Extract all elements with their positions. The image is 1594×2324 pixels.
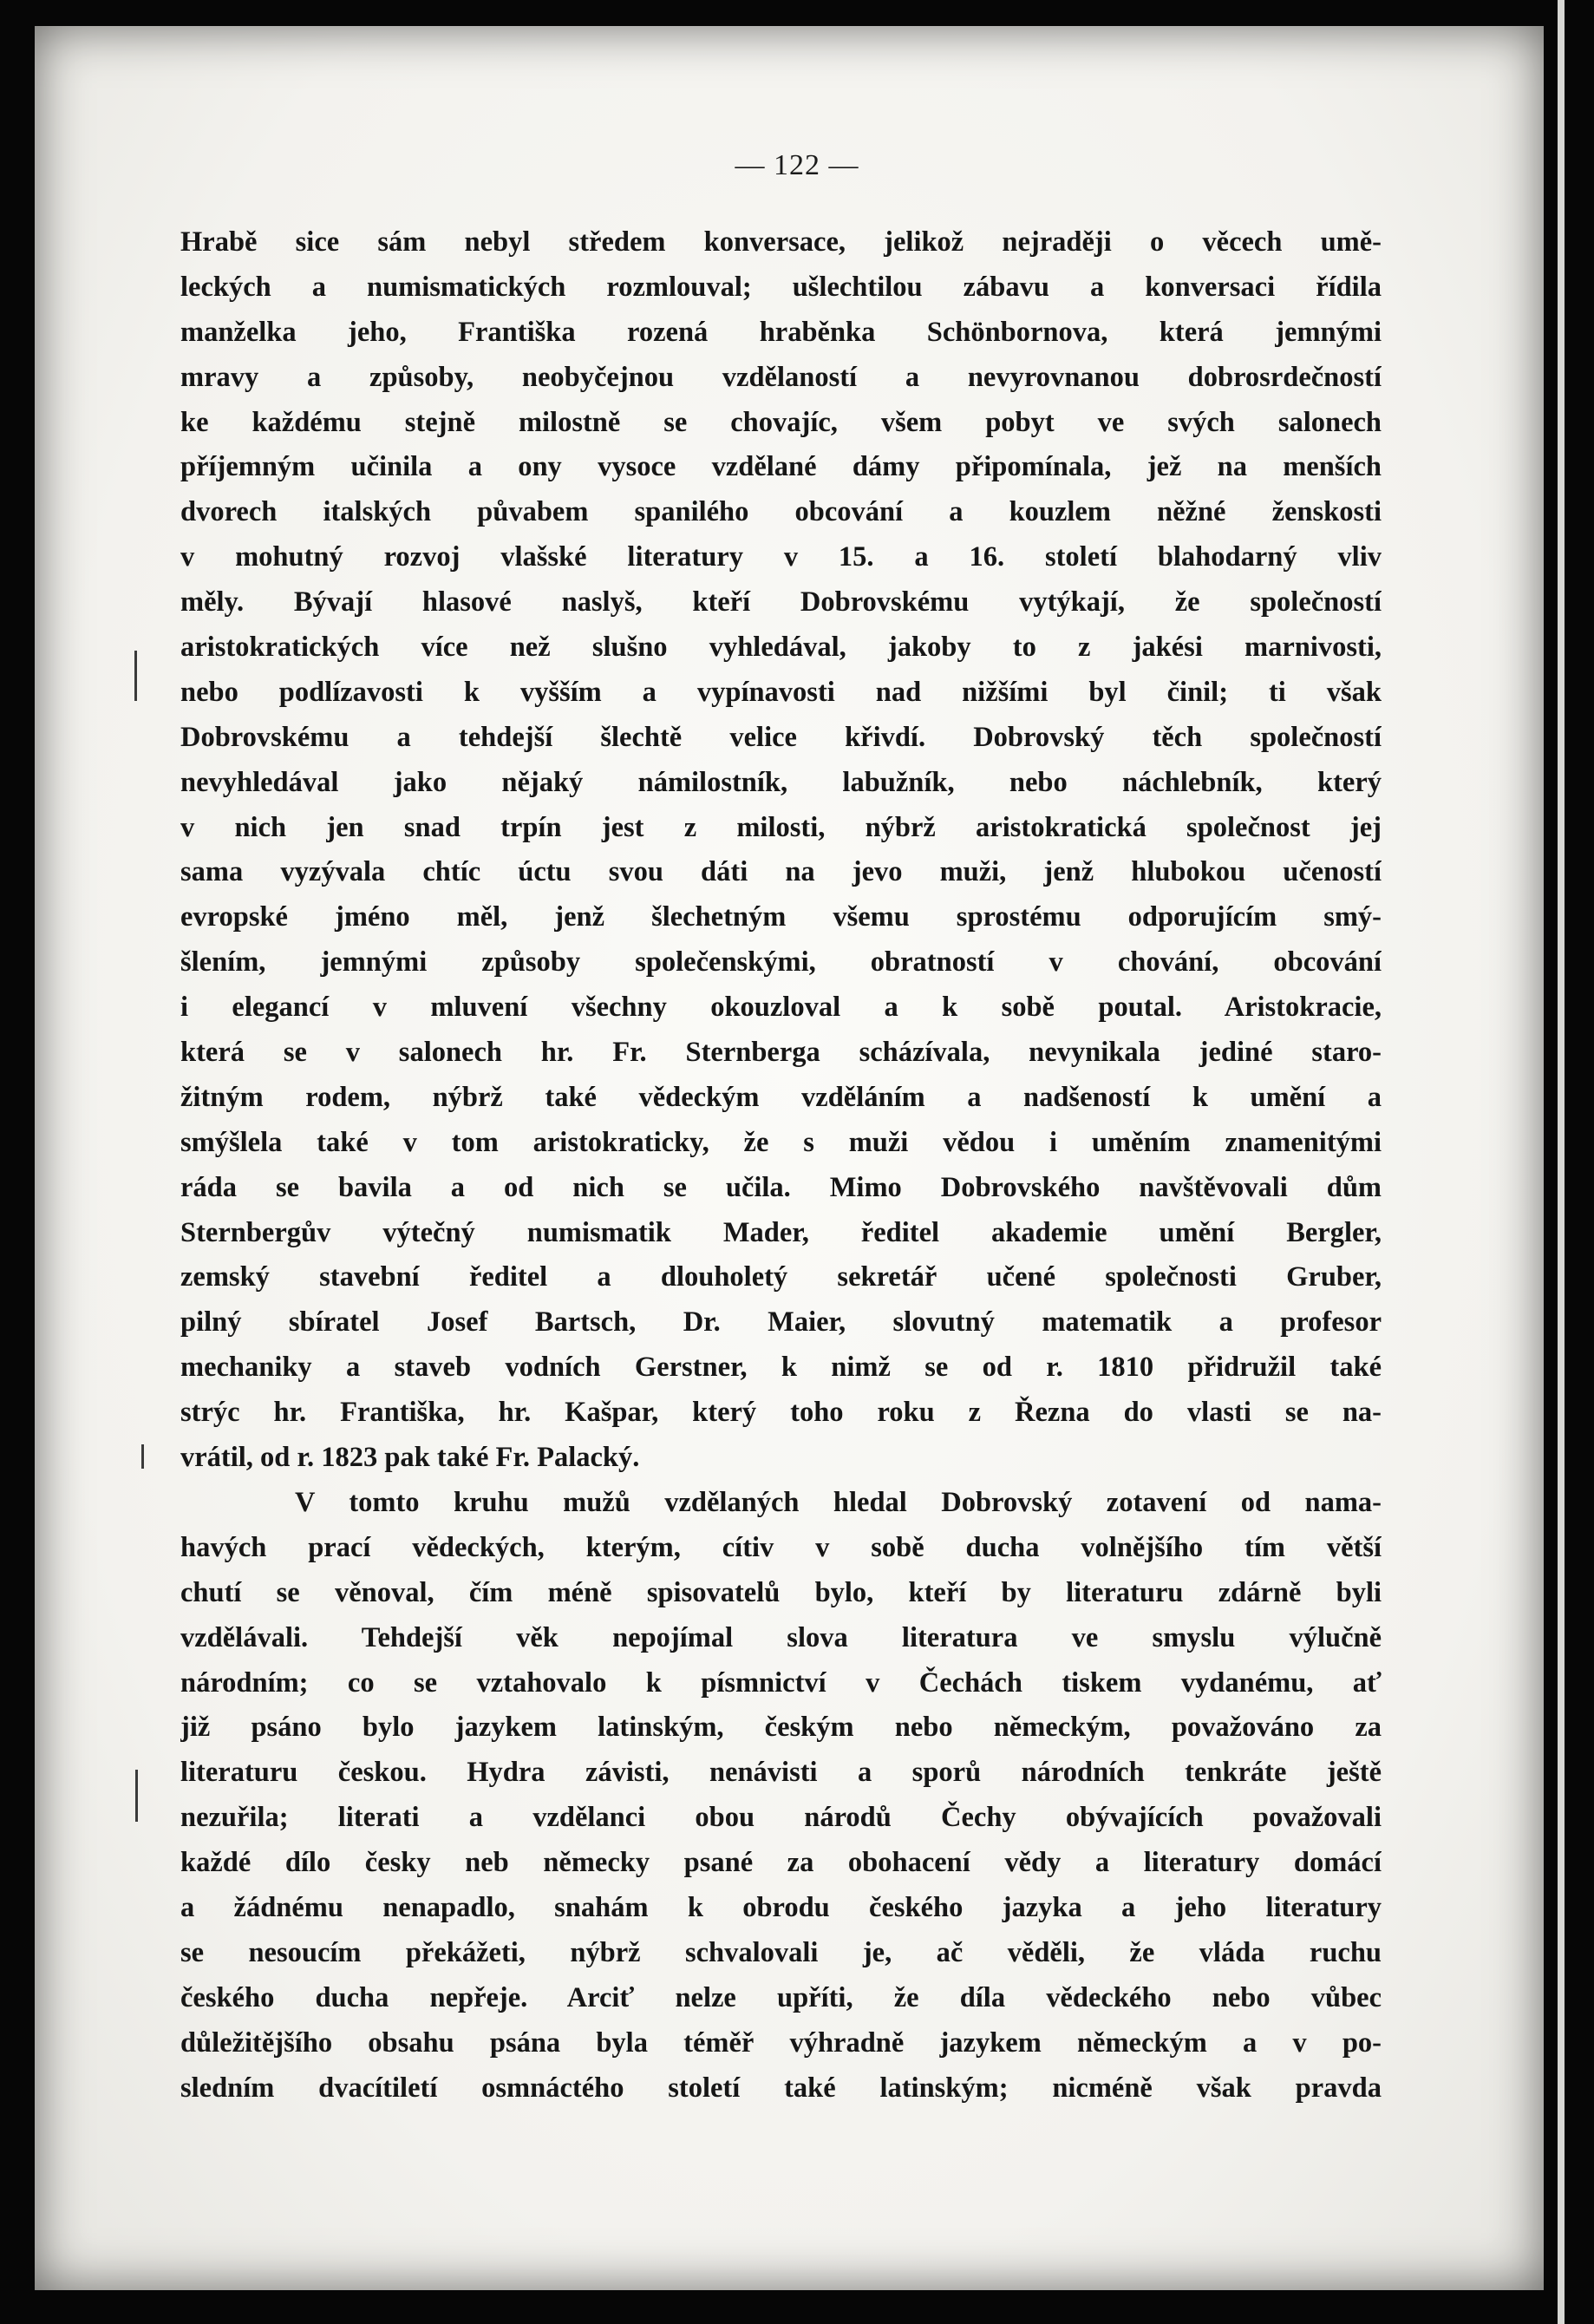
text-line: každé dílo česky neb německy psané za obohacení vědy a literatury domácí xyxy=(180,1847,1382,1879)
text-line: která se v salonech hr. Fr. Sternberga scházívala, nevynikala jediné staro- xyxy=(180,1037,1382,1069)
text-line: chutí se věnoval, čím méně spisovatelů bylo, kteří by literaturu zdárně byli xyxy=(180,1576,1382,1608)
text-line: šlením, jemnými způsoby společenskými, obratností v chování, obcování xyxy=(180,946,1382,979)
text-line: havých prací vědeckých, kterým, cítiv v sobě ducha volnějšího tím větší xyxy=(180,1531,1382,1563)
text-line: národním; co se vztahovalo k písmnictví v Čechách tiskem vydanému, ať xyxy=(180,1666,1382,1699)
page-number: — 122 — xyxy=(735,149,859,181)
text-line: důležitějšího obsahu psána byla téměř výhradně jazykem německým a v po- xyxy=(180,2026,1382,2059)
text-line: žitným rodem, nýbrž také vědeckým vzděláním a nadšeností k umění a xyxy=(180,1081,1382,1113)
text-line: se nesoucím překážeti, nýbrž schvalovali je, ač věděli, že vláda ruchu xyxy=(180,1936,1382,1968)
text-line: mechaniky a staveb vodních Gerstner, k nimž se od r. 1810 přidružil také xyxy=(180,1352,1382,1384)
text-line: českého ducha nepřeje. Arciť nelze upříti, že díla vědeckého nebo vůbec xyxy=(180,1981,1382,2013)
text-line: a žádnému nenapadlo, snahám k obrodu českého jazyka a jeho literatury xyxy=(180,1891,1382,1923)
text-line: nezuřila; literati a vzdělanci obou národů Čechy obývajících považovali xyxy=(180,1802,1382,1834)
text-line: strýc hr. Františka, hr. Kašpar, který toho roku z Řezna do vlasti se na- xyxy=(180,1397,1382,1429)
text-line: Dobrovskému a tehdejší šlechtě velice křivdí. Dobrovský těch společností xyxy=(180,721,1382,753)
text-line: i elegancí v mluvení všechny okouzloval a k sobě poutal. Aristokracie, xyxy=(180,992,1382,1024)
text-line: v mohutný rozvoj vlašské literatury v 15. a 16. století blahodarný vliv xyxy=(180,541,1382,573)
text-line: leckých a numismatických rozmlouval; ušlechtilou zábavu a konversaci řídila xyxy=(180,271,1382,303)
text-line: již psáno bylo jazykem latinským, českým nebo německým, považováno za xyxy=(180,1712,1382,1744)
text-line: smýšlela také v tom aristokraticky, že s muži vědou i uměním znamenitými xyxy=(180,1126,1382,1158)
text-line: dvorech italských půvabem spanilého obcování a kouzlem něžné ženskosti xyxy=(180,496,1382,528)
text-line: měly. Bývají hlasové naslyš, kteří Dobrovskému vytýkají, že společností xyxy=(180,586,1382,619)
text-line: Hrabě sice sám nebyl středem konversace, jelikož nejraději o věcech umě- xyxy=(180,226,1382,258)
text-line: evropské jméno měl, jenž šlechetným všemu sprostému odporujícím smý- xyxy=(180,901,1382,933)
text-line: nebo podlízavosti k vyšším a vypínavosti nad nižšími byl činil; ti však xyxy=(180,676,1382,708)
text-line: příjemným učinila a ony vysoce vzdělané dámy připomínala, jež na menších xyxy=(180,451,1382,483)
text-line: pilný sbíratel Josef Bartsch, Dr. Maier, slovutný matematik a profesor xyxy=(180,1306,1382,1339)
margin-mark xyxy=(134,651,137,701)
margin-mark xyxy=(135,1770,138,1822)
text-line: ke každému stejně milostně se chovajíc, všem pobyt ve svých salonech xyxy=(180,406,1382,438)
margin-mark xyxy=(141,1444,144,1469)
text-line: literaturu českou. Hydra závisti, nenávisti a sporů národních tenkráte ještě xyxy=(180,1757,1382,1789)
text-line: sama vyzývala chtíc úctu svou dáti na jevo muži, jenž hlubokou učeností xyxy=(180,856,1382,888)
page-edge xyxy=(1558,0,1565,2324)
text-line: Sternbergův výtečný numismatik Mader, ředitel akademie umění Bergler, xyxy=(180,1216,1382,1248)
text-line: ráda se bavila a od nich se učila. Mimo Dobrovského navštěvovali dům xyxy=(180,1171,1382,1203)
text-line: manželka jeho, Františka rozená hraběnka Schönbornova, která jemnými xyxy=(180,316,1382,348)
paragraph-start-line: V tomto kruhu mužů vzdělaných hledal Dobrovský zotavení od nama- xyxy=(295,1486,1382,1518)
text-line: nevyhledával jako nějaký námilostník, labužník, nebo náchlebník, který xyxy=(180,766,1382,798)
text-line: mravy a způsoby, neobyčejnou vzdělaností a nevyrovnanou dobrosrdečností xyxy=(180,361,1382,393)
text-line: sledním dvacítiletí osmnáctého století také latinským; nicméně však pravda xyxy=(180,2072,1382,2104)
text-line: aristokratických více než slušno vyhledával, jakoby to z jakési marnivosti, xyxy=(180,632,1382,664)
text-line: vzdělávali. Tehdejší věk nepojímal slova literatura ve smyslu výlučně xyxy=(180,1621,1382,1653)
text-line: zemský stavební ředitel a dlouholetý sekretář učené společnosti Gruber, xyxy=(180,1261,1382,1293)
body-text xyxy=(180,220,1382,2111)
text-line: v nich jen snad trpín jest z milosti, nýbrž aristokratická společnost jej xyxy=(180,811,1382,843)
paragraph-end-line: vrátil, od r. 1823 pak také Fr. Palacký. xyxy=(180,1442,640,1474)
